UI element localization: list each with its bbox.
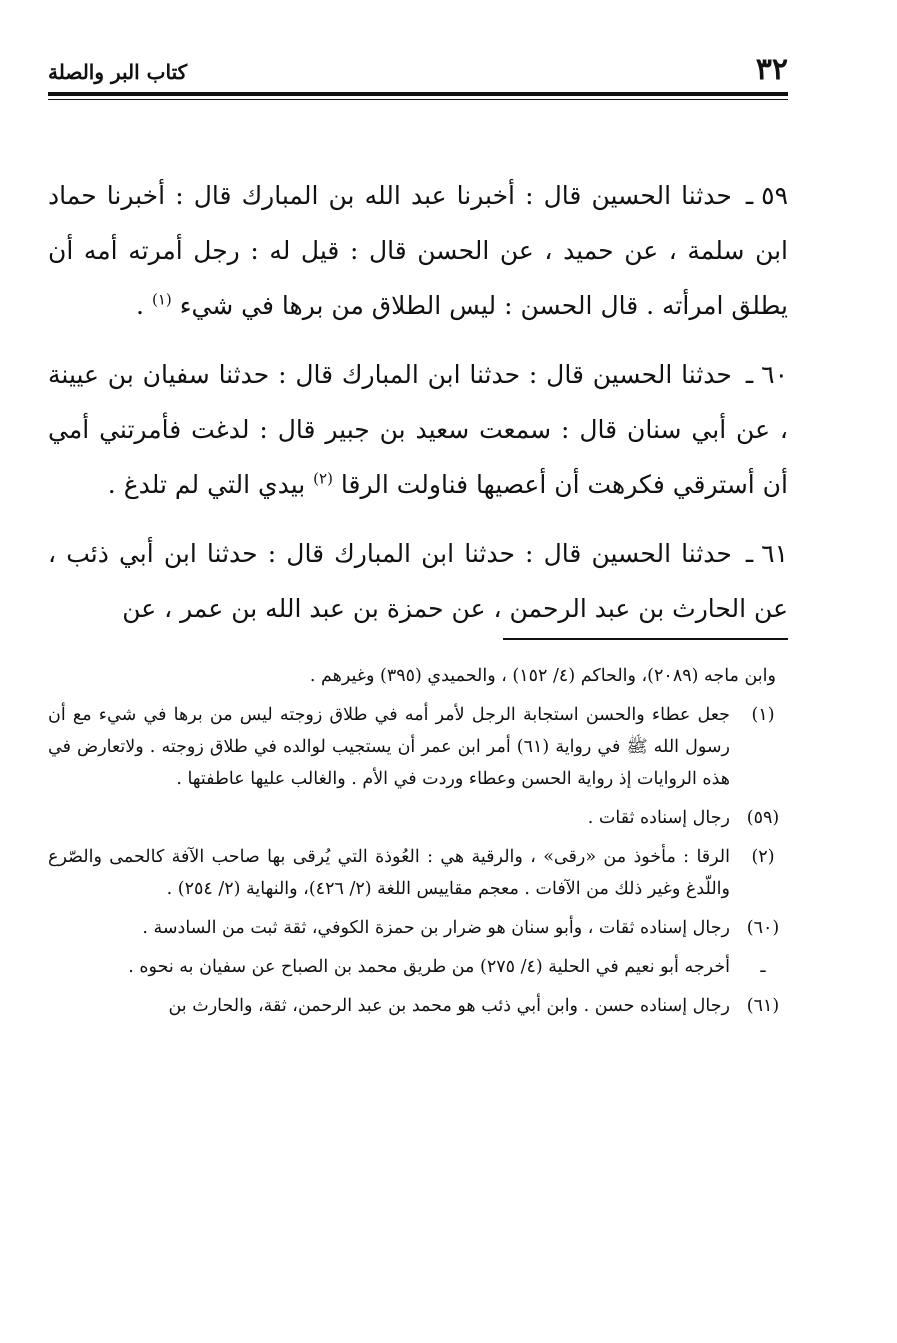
- footnote-1: [48, 699, 788, 795]
- footnote-marker: (١): [751, 705, 775, 725]
- footnote-59: [48, 802, 788, 834]
- hadith-text: حدثنا الحسين قال : أخبرنا عبد الله بن المبارك قال : أخبرنا حماد ابن سلمة ، عن حميد ، عن الحسن قال : قيل له : رجل أمرته أمه أن يطلق امرأته . قال الحسن : ليس الطلاق من برها في شيء: [48, 181, 788, 320]
- header-rule-thick: [48, 92, 788, 96]
- header-rule-thin: [48, 99, 788, 100]
- hadith-text: حدثنا الحسين قال : حدثنا ابن المبارك قال : حدثنا ابن أبي ذئب ، عن الحارث بن عبد الرحمن ، عن حمزة بن عبد الله بن عمر ، عن: [48, 539, 788, 623]
- hadith-number: ٦١ ـ: [745, 539, 788, 568]
- footnote-ref: (١): [151, 290, 172, 309]
- footnote-text: رجال إسناده ثقات ، وأبو سنان هو ضرار بن حمزة الكوفي، ثقة ثبت من السادسة .: [142, 918, 730, 938]
- main-text: [48, 168, 788, 650]
- hadith-61: [48, 526, 788, 636]
- hadith-text: حدثنا الحسين قال : حدثنا ابن المبارك قال : حدثنا سفيان بن عيينة ، عن أبي سنان قال : سمعت سعيد بن جبير قال : لدغت فأمرتني أمي أن أسترقي فكرهت أن أعصيها فناولت الرقا: [48, 360, 788, 499]
- footnotes: [48, 660, 788, 1029]
- footnote-marker: ـ: [760, 957, 766, 977]
- footnote-text: جعل عطاء والحسن استجابة الرجل لأمر أمه في طلاق زوجته ليس من برها في شيء مع أن رسول الله ﷺ في رواية (٦١) أمر ابن عمر أن يستجيب لوالده في طلاق زوجته . ولاتعارض في هذه الروايات إذ رواية الحسن وعطاء وردت في الأم . والغالب عليها عاطفتها .: [48, 705, 730, 789]
- page-number: ٣٢: [755, 52, 788, 87]
- footnote-ref: (٢): [313, 469, 333, 488]
- hadith-end: .: [136, 291, 152, 320]
- hadith-text-after: بيدي التي لم تلدغ .: [107, 470, 306, 499]
- footnote-marker: (٦١): [746, 996, 780, 1016]
- footnote-60: [48, 912, 788, 944]
- footnote-marker: (٢): [751, 847, 775, 867]
- footnote-text: أخرجه أبو نعيم في الحلية (٤/ ٢٧٥) من طريق محمد بن الصباح عن سفيان به نحوه .: [128, 957, 730, 977]
- footnote-text: رجال إسناده ثقات .: [587, 808, 730, 828]
- footnote-61: [48, 990, 788, 1022]
- footnote-60-takhrij: [48, 951, 788, 983]
- footnote-text: الرقا : مأخوذ من «رقى» ، والرقية هي : العُوذة التي يُرقى بها صاحب الآفة كالحمى والصّرع واللّدغ وغير ذلك من الآفات . معجم مقاييس اللغة (٢/ ٤٢٦)، والنهاية (٢/ ٢٥٤) .: [48, 847, 730, 899]
- footnote-2: [48, 841, 788, 905]
- footnote-text: وابن ماجه (٢٠٨٩)، والحاكم (٤/ ١٥٢) ، والحميدي (٣٩٥) وغيرهم .: [309, 666, 776, 686]
- footnote-marker: (٦٠): [746, 918, 780, 938]
- hadith-number: ٥٩ ـ: [745, 181, 788, 210]
- footnote-separator: [503, 638, 788, 640]
- hadith-59: [48, 168, 788, 333]
- hadith-60: [48, 347, 788, 512]
- footnote-marker: (٥٩): [746, 808, 780, 828]
- page-header: [48, 52, 788, 92]
- book-title: كتاب البر والصلة: [48, 60, 188, 84]
- footnote-continuation: [48, 660, 788, 692]
- hadith-number: ٦٠ ـ: [745, 360, 788, 389]
- footnote-text: رجال إسناده حسن . وابن أبي ذئب هو محمد بن عبد الرحمن، ثقة، والحارث بن: [168, 996, 730, 1016]
